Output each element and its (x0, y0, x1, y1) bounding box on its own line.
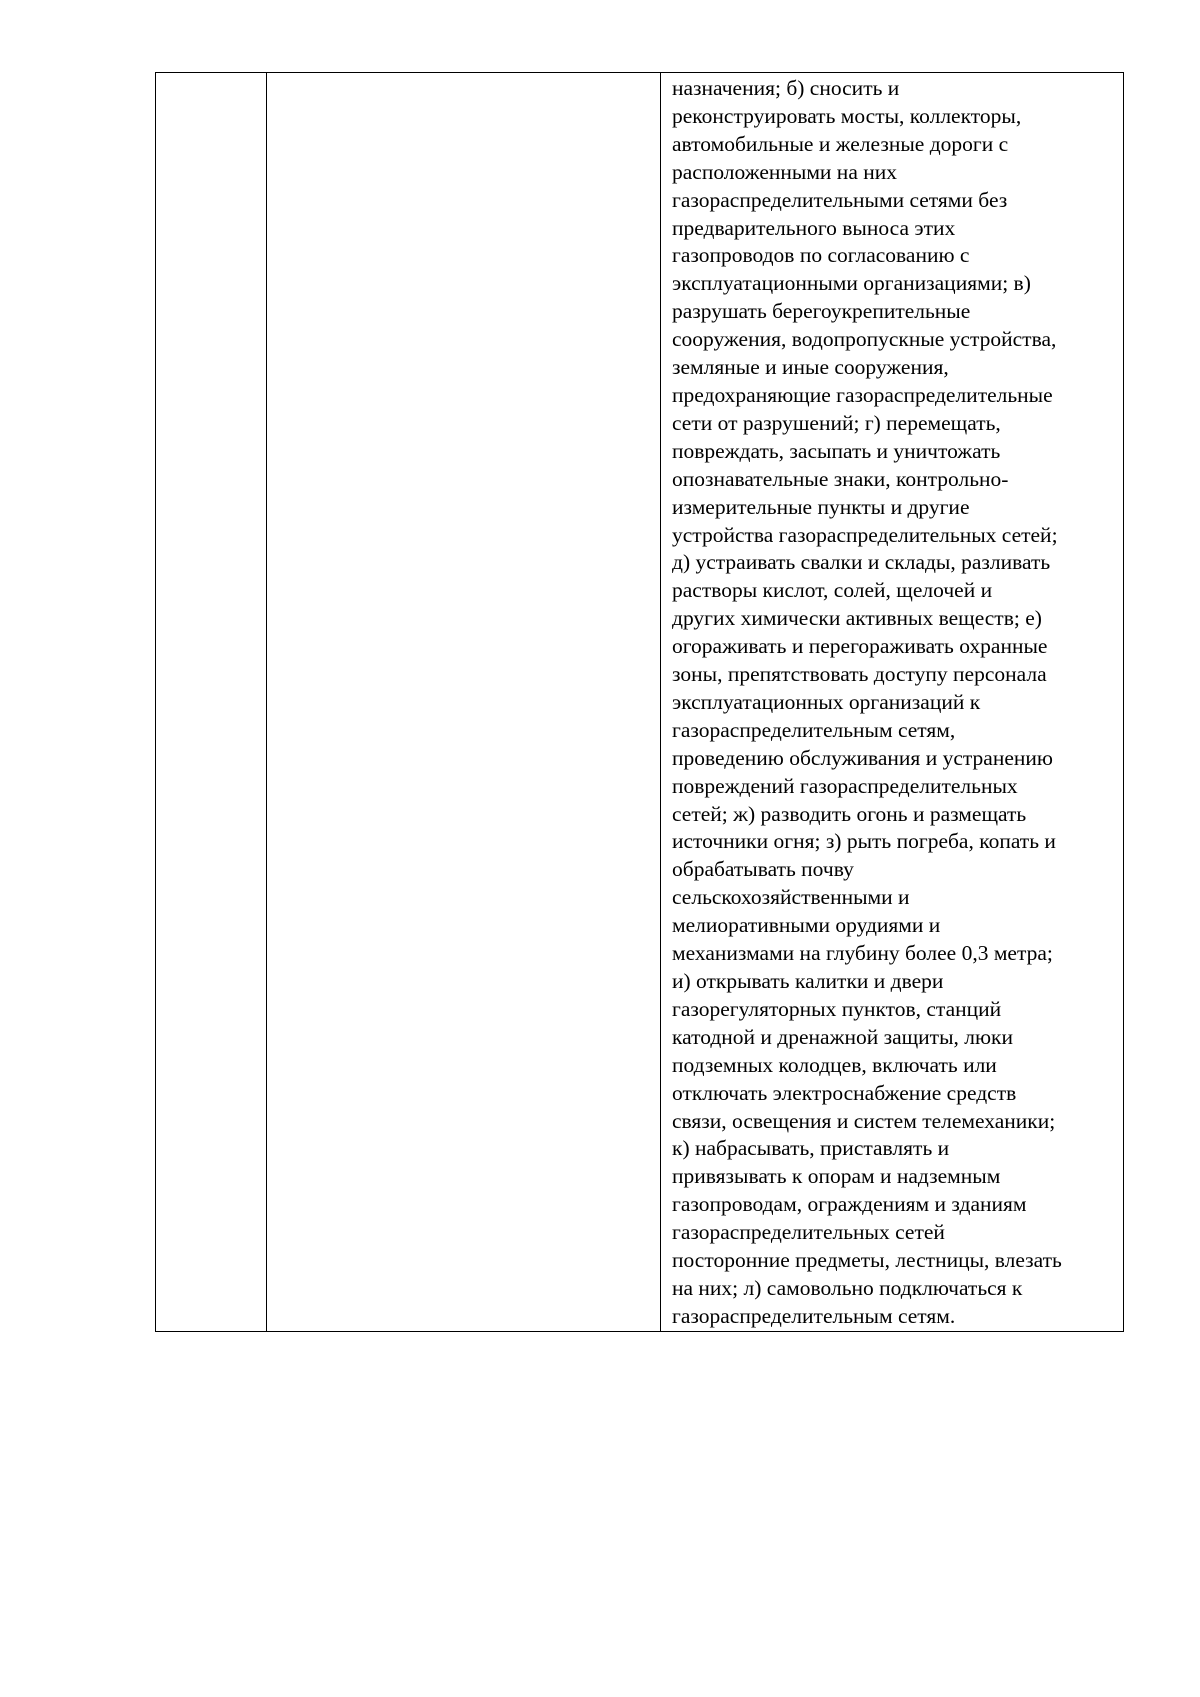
text-line: газопроводов по согласованию с (672, 243, 970, 268)
text-line: других химически активных веществ; е) (672, 606, 1042, 631)
text-line: растворы кислот, солей, щелочей и (672, 578, 993, 603)
text-line: сельскохозяйственными и (672, 885, 910, 910)
text-line: реконструировать мосты, коллекторы, (672, 103, 1022, 128)
restrictions-text (661, 73, 1123, 1331)
text-line: эксплуатационных организаций к (672, 689, 981, 714)
restrictions-table (155, 72, 1124, 1332)
text-line: отключать электроснабжение средств (672, 1080, 1017, 1105)
text-line: предохраняющие газораспределительные (672, 382, 1053, 407)
text-line: газопроводам, ограждениям и зданиям (672, 1192, 1027, 1217)
text-line: мелиоративными орудиями и (672, 913, 941, 938)
text-line: опознавательные знаки, контрольно- (672, 466, 1009, 491)
text-line: сооружения, водопропускные устройства, (672, 327, 1057, 352)
text-line: на них; л) самовольно подключаться к (672, 1275, 1023, 1300)
text-line: источники огня; з) рыть погреба, копать и (672, 829, 1056, 854)
text-line: расположенными на них (672, 159, 897, 184)
text-line: связи, освещения и систем телемеханики; (672, 1108, 1056, 1133)
text-line: обрабатывать почву (672, 857, 854, 882)
text-line: и) открывать калитки и двери (672, 969, 944, 993)
text-line: устройства газораспределительных сетей; (672, 522, 1058, 547)
text-line: повреждать, засыпать и уничтожать (672, 438, 1001, 463)
text-line: газораспределительным сетям. (672, 1303, 956, 1328)
text-line: огораживать и перегораживать охранные (672, 634, 1048, 659)
text-line: автомобильные и железные дороги с (672, 131, 1009, 156)
table-cell-col2 (267, 73, 661, 1332)
text-line: механизмами на глубину более 0,3 метра; (672, 941, 1053, 966)
text-line: катодной и дренажной защиты, люки (672, 1024, 1014, 1049)
text-line: назначения; б) сносить и (672, 76, 900, 100)
table-cell-col1 (156, 73, 267, 1332)
text-line: разрушать берегоукрепительные (672, 299, 971, 324)
text-line: эксплуатационными организациями; в) (672, 271, 1031, 296)
text-line: газораспределительным сетям, (672, 717, 956, 742)
text-line: зоны, препятствовать доступу персонала (672, 662, 1047, 687)
text-line: д) устраивать свалки и склады, разливать (672, 550, 1051, 575)
text-line: к) набрасывать, приставлять и (672, 1136, 950, 1161)
table-cell-col3 (661, 73, 1124, 1332)
text-line: проведению обслуживания и устранению (672, 745, 1053, 770)
text-line: предварительного выноса этих (672, 215, 956, 240)
text-line: повреждений газораспределительных (672, 773, 1018, 798)
text-line: газораспределительными сетями без (672, 187, 1008, 212)
text-line: газорегуляторных пунктов, станций (672, 996, 1002, 1021)
text-line: газораспределительных сетей (672, 1220, 945, 1245)
table-row (156, 73, 1124, 1332)
text-line: земляные и иные сооружения, (672, 355, 949, 380)
text-line: посторонние предметы, лестницы, влезать (672, 1248, 1062, 1273)
text-line: измерительные пункты и другие (672, 494, 970, 519)
text-line: привязывать к опорам и надземным (672, 1164, 1001, 1189)
text-line: подземных колодцев, включать или (672, 1052, 997, 1077)
text-line: сетей; ж) разводить огонь и размещать (672, 801, 1027, 826)
text-line: сети от разрушений; г) перемещать, (672, 410, 1001, 435)
